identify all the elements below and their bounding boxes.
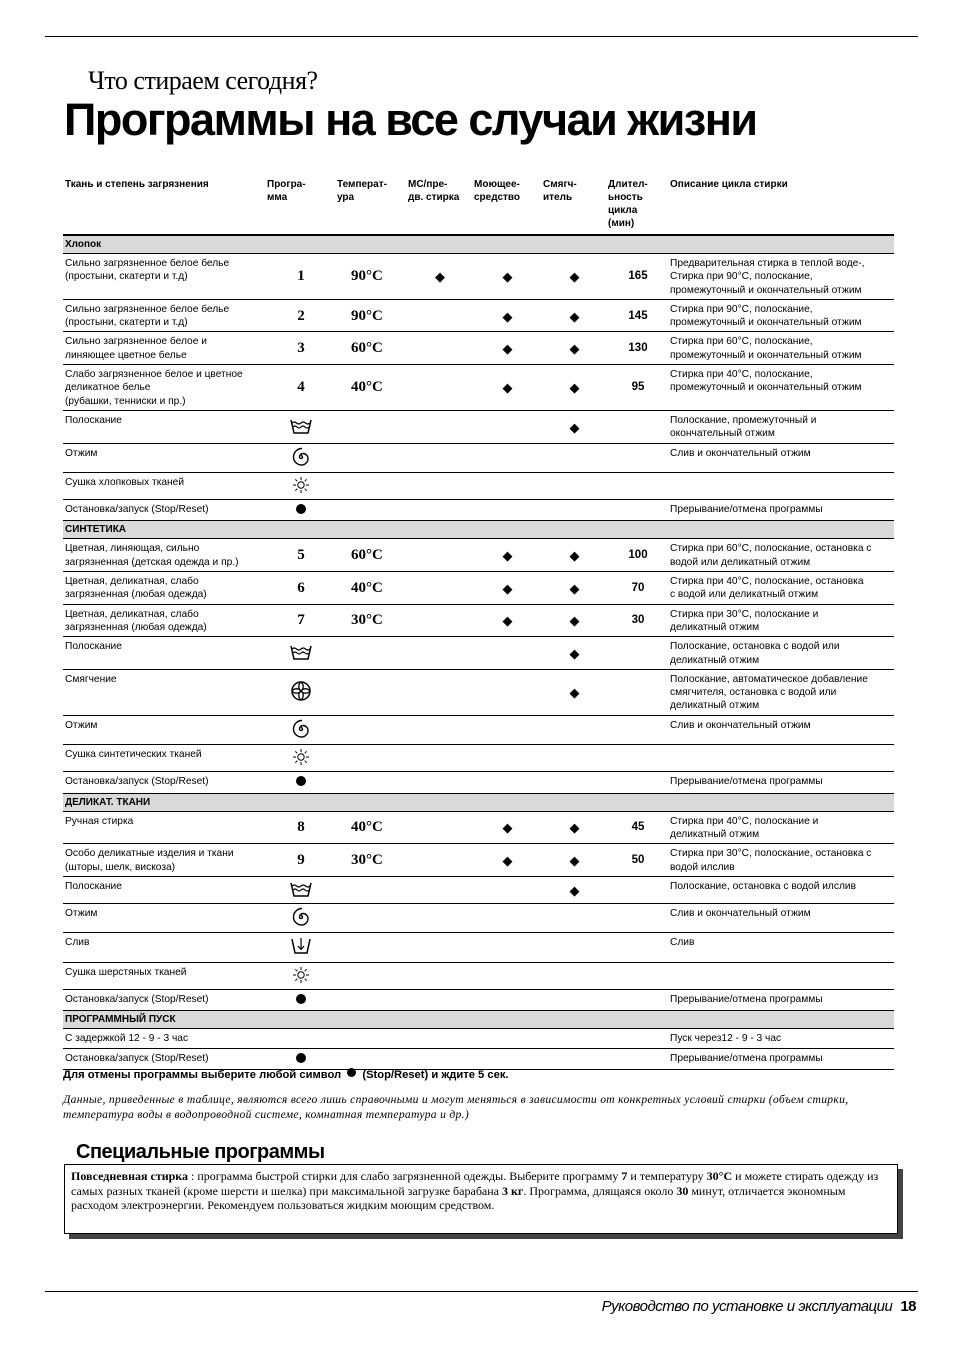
duration-cell [606, 745, 668, 772]
duration-cell: 30 [606, 604, 668, 637]
temperature-cell: 30°C [335, 604, 406, 637]
program-cell: 2 [265, 299, 335, 332]
detergent-cell: ◆ [472, 572, 541, 605]
section-title: ПРОГРАММНЫЙ ПУСК [63, 1011, 894, 1029]
program-cell [265, 904, 335, 933]
fabric-cell: Сушка шерстяных тканей [63, 962, 265, 989]
table-row [63, 844, 894, 877]
section-header [63, 521, 894, 539]
duration-cell: 70 [606, 572, 668, 605]
special-programs-box [64, 1164, 898, 1234]
program-cell [265, 1029, 335, 1048]
detergent-cell [472, 745, 541, 772]
table-row [63, 539, 894, 572]
special-programs-title: Специальные программы [76, 1141, 325, 1163]
detergent-cell: ◆ [472, 844, 541, 877]
fabric-cell: Ручная стирка [63, 811, 265, 844]
description-cell: Полоскание, остановка с водой илслив [668, 876, 894, 903]
softener-cell: ◆ [541, 539, 606, 572]
detergent-cell [472, 989, 541, 1010]
spin-icon [291, 447, 311, 470]
special-text: . Программа, длящаяся около [523, 1183, 677, 1198]
column-header: Температ- ура [337, 179, 387, 203]
program-cell: 9 [265, 844, 335, 877]
section-title: Хлопок [63, 235, 894, 254]
special-duration: 30 [676, 1183, 689, 1198]
special-text: и можете стирать одежду из самых разных тканей (кроме шерсти и шелка) при максимальной загрузке барабана [71, 1169, 879, 1198]
prewash-cell [406, 933, 472, 962]
duration-cell [606, 876, 668, 903]
fabric-cell: Сильно загрязненное белое белье (простыни, скатерти и т.д) [63, 254, 265, 300]
stop-dot-icon [295, 775, 307, 790]
duration-cell [606, 637, 668, 670]
duration-cell: 50 [606, 844, 668, 877]
spin-icon [291, 907, 311, 930]
page-subtitle: Что стираем сегодня? [88, 66, 318, 95]
temperature-cell [335, 933, 406, 962]
duration-cell: 45 [606, 811, 668, 844]
temperature-cell [335, 637, 406, 670]
program-cell [265, 933, 335, 962]
program-cell [265, 1048, 335, 1069]
temperature-cell: 90°C [335, 299, 406, 332]
detergent-cell: ◆ [472, 254, 541, 300]
description-cell: Полоскание, промежуточный и окончательный отжим [668, 410, 894, 443]
special-prog-number: 7 [621, 1169, 628, 1183]
fabric-cell: Остановка/запуск (Stop/Reset) [63, 1048, 265, 1069]
fabric-cell: Остановка/запуск (Stop/Reset) [63, 989, 265, 1010]
program-cell [265, 772, 335, 793]
duration-cell [606, 472, 668, 499]
fabric-cell: Смягчение [63, 669, 265, 715]
detergent-cell [472, 669, 541, 715]
temperature-cell [335, 1029, 406, 1048]
table-header [63, 176, 894, 235]
softener-cell: ◆ [541, 811, 606, 844]
duration-cell [606, 933, 668, 962]
prewash-cell [406, 299, 472, 332]
table-row [63, 745, 894, 772]
prewash-cell [406, 989, 472, 1010]
footer [602, 1298, 916, 1315]
softener-cell: ◆ [541, 637, 606, 670]
detergent-cell: ◆ [472, 604, 541, 637]
softener-cell [541, 443, 606, 472]
temperature-cell: 60°C [335, 539, 406, 572]
description-cell: Прерывание/отмена программы [668, 500, 894, 521]
fabric-cell: Цветная, линяющая, сильно загрязненная (детская одежда и пр.) [63, 539, 265, 572]
special-temp: 30°C [706, 1169, 733, 1183]
cancel-note-b: (Stop/Reset) и ждите 5 сек. [362, 1069, 509, 1081]
page-title: Программы на все случаи жизни [64, 94, 757, 145]
detergent-cell [472, 876, 541, 903]
duration-cell [606, 772, 668, 793]
softener-cell: ◆ [541, 844, 606, 877]
description-cell: Полоскание, автоматическое добавление смягчителя, остановка с водой или деликатный отжим [668, 669, 894, 715]
description-cell: Стирка при 60°C, полоскание, промежуточный и окончательный отжим [668, 332, 894, 365]
detergent-cell: ◆ [472, 365, 541, 411]
table-row [63, 572, 894, 605]
table-row [63, 962, 894, 989]
table-row [63, 365, 894, 411]
prewash-cell [406, 572, 472, 605]
detergent-cell [472, 962, 541, 989]
dry-icon [292, 476, 310, 497]
prewash-cell [406, 1048, 472, 1069]
description-cell: Стирка при 40°C, полоскание и деликатный отжим [668, 811, 894, 844]
duration-cell [606, 962, 668, 989]
programs-table [63, 176, 894, 1070]
fabric-cell: Остановка/запуск (Stop/Reset) [63, 772, 265, 793]
softener-cell: ◆ [541, 365, 606, 411]
section-header [63, 235, 894, 254]
temperature-cell: 40°C [335, 811, 406, 844]
temperature-cell [335, 443, 406, 472]
prewash-cell [406, 500, 472, 521]
softener-cell [541, 1048, 606, 1069]
column-header: Програ- мма [267, 179, 306, 203]
duration-cell: 130 [606, 332, 668, 365]
description-cell: Предварительная стирка в теплой воде-, Стирка при 90°C, полоскание, промежуточный и окончательный отжим [668, 254, 894, 300]
temperature-cell: 90°C [335, 254, 406, 300]
fabric-cell: Сушка хлопковых тканей [63, 472, 265, 499]
fabric-cell: Сильно загрязненное белое белье (простыни, скатерти и т.д) [63, 299, 265, 332]
softener-cell: ◆ [541, 669, 606, 715]
prewash-cell [406, 811, 472, 844]
fabric-cell: Отжим [63, 715, 265, 744]
page-number: 18 [900, 1298, 916, 1315]
softener-cell [541, 1029, 606, 1048]
duration-cell [606, 1029, 668, 1048]
table-row [63, 1029, 894, 1048]
detergent-cell [472, 772, 541, 793]
column-header: Моющее- средство [474, 179, 521, 203]
description-cell: Прерывание/отмена программы [668, 772, 894, 793]
softener-cell: ◆ [541, 332, 606, 365]
table-row [63, 933, 894, 962]
cancel-note-a: Для отмены программы выберите любой символ [63, 1069, 342, 1081]
duration-cell: 100 [606, 539, 668, 572]
disclaimer-note: Данные, приведенные в таблице, являются всего лишь справочными и могут меняться в зависимости от конкретных условий стирки (объем стирки, температура воды в водопроводной системе, комнатная температура и др.) [63, 1093, 849, 1121]
program-cell [265, 410, 335, 443]
fabric-cell: Слив [63, 933, 265, 962]
description-cell [668, 962, 894, 989]
description-cell: Стирка при 30°C, полоскание, остановка с водой илслив [668, 844, 894, 877]
program-cell: 8 [265, 811, 335, 844]
fabric-cell: Особо деликатные изделия и ткани (шторы, шелк, вискоза) [63, 844, 265, 877]
program-cell: 3 [265, 332, 335, 365]
column-header: Ткань и степень загрязнения [65, 179, 209, 190]
softener-cell [541, 772, 606, 793]
temperature-cell [335, 669, 406, 715]
detergent-cell: ◆ [472, 539, 541, 572]
temperature-cell [335, 472, 406, 499]
detergent-cell [472, 933, 541, 962]
program-cell: 5 [265, 539, 335, 572]
softener-cell [541, 472, 606, 499]
duration-cell: 165 [606, 254, 668, 300]
special-program-name: Повседневная стирка [71, 1169, 189, 1183]
prewash-cell [406, 443, 472, 472]
temperature-cell: 40°C [335, 572, 406, 605]
detergent-cell: ◆ [472, 332, 541, 365]
stop-dot-icon [295, 1052, 307, 1067]
fabric-cell: Цветная, деликатная, слабо загрязненная (любая одежда) [63, 572, 265, 605]
program-cell [265, 669, 335, 715]
fabric-cell: Отжим [63, 904, 265, 933]
spin-icon [291, 719, 311, 742]
softener-cell [541, 904, 606, 933]
program-cell [265, 745, 335, 772]
section-header [63, 793, 894, 811]
table-row [63, 332, 894, 365]
program-cell [265, 989, 335, 1010]
rinse-icon [289, 643, 313, 664]
softener-cell: ◆ [541, 254, 606, 300]
program-cell [265, 715, 335, 744]
program-cell: 7 [265, 604, 335, 637]
stop-dot-icon [295, 503, 307, 518]
fabric-cell: Полоскание [63, 637, 265, 670]
duration-cell: 145 [606, 299, 668, 332]
table-row [63, 904, 894, 933]
detergent-cell [472, 443, 541, 472]
stop-dot-icon [347, 1068, 356, 1077]
prewash-cell [406, 904, 472, 933]
drain-icon [290, 936, 312, 959]
temperature-cell [335, 876, 406, 903]
description-cell: Слив [668, 933, 894, 962]
prewash-cell [406, 844, 472, 877]
description-cell: Стирка при 30°C, полоскание и деликатный отжим [668, 604, 894, 637]
description-cell: Слив и окончательный отжим [668, 715, 894, 744]
table-row [63, 410, 894, 443]
prewash-cell [406, 745, 472, 772]
program-cell [265, 962, 335, 989]
temperature-cell: 40°C [335, 365, 406, 411]
description-cell: Слив и окончательный отжим [668, 904, 894, 933]
description-cell: Пуск через12 - 9 - 3 час [668, 1029, 894, 1048]
duration-cell [606, 669, 668, 715]
softener-cell [541, 500, 606, 521]
program-cell [265, 500, 335, 521]
softener-cell: ◆ [541, 572, 606, 605]
softener-cell [541, 962, 606, 989]
detergent-cell [472, 1029, 541, 1048]
table-row [63, 989, 894, 1010]
special-text: : программа быстрой стирки для слабо загрязненной одежды. Выберите программу [188, 1169, 622, 1183]
column-header: Описание цикла стирки [670, 179, 788, 190]
section-title: ДЕЛИКАТ. ТКАНИ [63, 793, 894, 811]
softener-cell [541, 989, 606, 1010]
temperature-cell [335, 772, 406, 793]
temperature-cell [335, 989, 406, 1010]
temperature-cell: 30°C [335, 844, 406, 877]
fabric-cell: Полоскание [63, 410, 265, 443]
description-cell: Стирка при 60°C, полоскание, остановка с водой или деликатный отжим [668, 539, 894, 572]
softener-cell: ◆ [541, 410, 606, 443]
duration-cell: 95 [606, 365, 668, 411]
duration-cell [606, 989, 668, 1010]
table-row [63, 604, 894, 637]
column-header: Смягч- итель [543, 179, 577, 203]
softener-cell [541, 745, 606, 772]
temperature-cell [335, 500, 406, 521]
softener-cell: ◆ [541, 604, 606, 637]
special-load: 3 кг [502, 1183, 524, 1198]
program-cell [265, 876, 335, 903]
prewash-cell [406, 604, 472, 637]
prewash-cell [406, 772, 472, 793]
temperature-cell [335, 745, 406, 772]
temperature-cell [335, 410, 406, 443]
prewash-cell [406, 669, 472, 715]
table-row [63, 637, 894, 670]
table-row [63, 715, 894, 744]
special-text: минут, отличается экономным расходом электроэнергии. Рекомендуем пользоваться жидким моющим средством. [71, 1183, 846, 1213]
duration-cell [606, 715, 668, 744]
rinse-icon [289, 417, 313, 438]
description-cell: Прерывание/отмена программы [668, 989, 894, 1010]
program-cell [265, 443, 335, 472]
fabric-cell: Слабо загрязненное белое и цветное деликатное белье (рубашки, тенниски и пр.) [63, 365, 265, 411]
description-cell [668, 745, 894, 772]
program-cell: 4 [265, 365, 335, 411]
duration-cell [606, 500, 668, 521]
table-row [63, 1048, 894, 1069]
softener-cell: ◆ [541, 876, 606, 903]
prewash-cell: ◆ [406, 254, 472, 300]
description-cell: Прерывание/отмена программы [668, 1048, 894, 1069]
detergent-cell [472, 472, 541, 499]
detergent-cell [472, 637, 541, 670]
program-cell: 1 [265, 254, 335, 300]
duration-cell [606, 443, 668, 472]
prewash-cell [406, 962, 472, 989]
prewash-cell [406, 715, 472, 744]
top-rule [45, 36, 918, 37]
footer-text: Руководство по установке и эксплуатации [601, 1298, 893, 1315]
prewash-cell [406, 1029, 472, 1048]
detergent-cell: ◆ [472, 299, 541, 332]
rinse-icon [289, 880, 313, 901]
bottom-rule [45, 1291, 918, 1292]
dry-icon [292, 966, 310, 987]
program-cell [265, 472, 335, 499]
table-row [63, 299, 894, 332]
dry-icon [292, 748, 310, 769]
detergent-cell [472, 904, 541, 933]
fabric-cell: Отжим [63, 443, 265, 472]
fabric-cell: С задержкой 12 - 9 - 3 час [63, 1029, 265, 1048]
table-row [63, 443, 894, 472]
fabric-cell: Цветная, деликатная, слабо загрязненная (любая одежда) [63, 604, 265, 637]
fabric-cell: Сушка синтетических тканей [63, 745, 265, 772]
prewash-cell [406, 539, 472, 572]
fabric-cell: Полоскание [63, 876, 265, 903]
detergent-cell [472, 715, 541, 744]
section-title: СИНТЕТИКА [63, 521, 894, 539]
softener-cell: ◆ [541, 299, 606, 332]
duration-cell [606, 904, 668, 933]
special-text: и температуру [627, 1169, 707, 1183]
softener-cell [541, 933, 606, 962]
program-cell [265, 637, 335, 670]
temperature-cell [335, 715, 406, 744]
softener-cell [541, 715, 606, 744]
cancel-note [63, 1068, 509, 1081]
prewash-cell [406, 472, 472, 499]
detergent-cell [472, 500, 541, 521]
table-row [63, 669, 894, 715]
description-cell [668, 472, 894, 499]
table-row [63, 254, 894, 300]
description-cell: Полоскание, остановка с водой или деликатный отжим [668, 637, 894, 670]
section-header [63, 1011, 894, 1029]
table-row [63, 500, 894, 521]
table-row [63, 472, 894, 499]
duration-cell [606, 410, 668, 443]
duration-cell [606, 1048, 668, 1069]
description-cell: Слив и окончательный отжим [668, 443, 894, 472]
temperature-cell [335, 904, 406, 933]
prewash-cell [406, 637, 472, 670]
description-cell: Стирка при 40°C, полоскание, остановка с водой или деликатный отжим [668, 572, 894, 605]
fabric-cell: Сильно загрязненное белое и линяющее цветное белье [63, 332, 265, 365]
prewash-cell [406, 332, 472, 365]
description-cell: Стирка при 40°C, полоскание, промежуточный и окончательный отжим [668, 365, 894, 411]
column-header: Длител- ьность цикла (мин) [608, 179, 648, 229]
column-header: МС/пре- дв. стирка [408, 179, 460, 203]
table-row [63, 772, 894, 793]
program-cell: 6 [265, 572, 335, 605]
table-row [63, 876, 894, 903]
prewash-cell [406, 410, 472, 443]
detergent-cell [472, 410, 541, 443]
detergent-cell: ◆ [472, 811, 541, 844]
temperature-cell: 60°C [335, 332, 406, 365]
description-cell: Стирка при 90°C, полоскание, промежуточный и окончательный отжим [668, 299, 894, 332]
softener-icon [290, 680, 312, 705]
temperature-cell [335, 962, 406, 989]
detergent-cell [472, 1048, 541, 1069]
fabric-cell: Остановка/запуск (Stop/Reset) [63, 500, 265, 521]
prewash-cell [406, 876, 472, 903]
prewash-cell [406, 365, 472, 411]
table-row [63, 811, 894, 844]
temperature-cell [335, 1048, 406, 1069]
stop-dot-icon [295, 993, 307, 1008]
